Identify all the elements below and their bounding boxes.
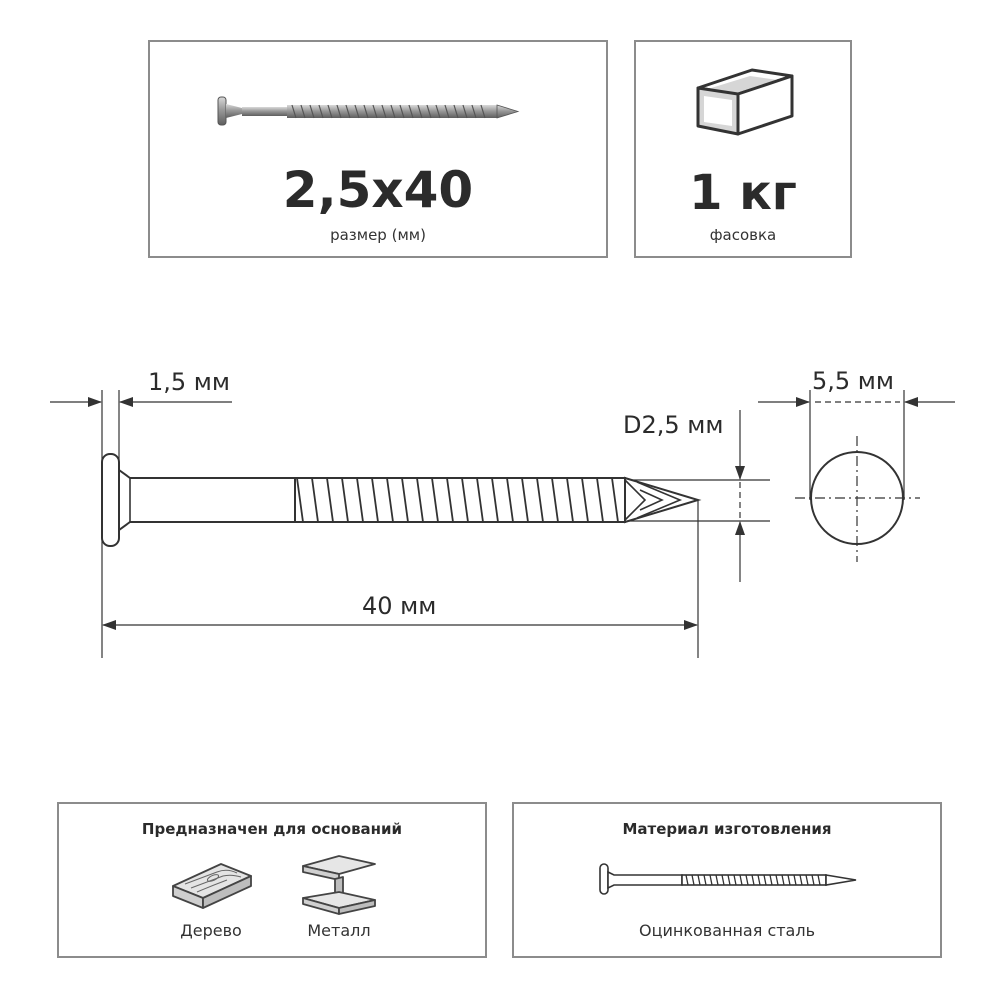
head-thickness-label: 1,5 мм — [148, 368, 231, 396]
shank-diameter-label: D2,5 мм — [623, 411, 724, 439]
nail-photo-icon — [150, 92, 610, 172]
bases-card — [57, 802, 487, 958]
package-value: 1 кг — [689, 165, 797, 221]
package-box-icon — [690, 62, 800, 142]
nail-outline-icon — [514, 860, 944, 900]
base-label-wood: Дерево — [180, 921, 242, 940]
size-value: 2,5x40 — [282, 161, 474, 219]
material-title: Материал изготовления — [622, 820, 832, 838]
technical-drawing — [0, 340, 1000, 680]
length-label: 40 мм — [362, 592, 437, 620]
nail-head-end-view — [758, 390, 955, 562]
package-caption: фасовка — [709, 226, 777, 244]
head-diameter-label: 5,5 мм — [812, 367, 895, 395]
bases-title: Предназначен для оснований — [141, 820, 403, 838]
material-card — [512, 802, 942, 958]
metal-beam-icon — [299, 852, 379, 916]
nail-side-view — [102, 454, 698, 546]
wood-plank-icon — [167, 854, 257, 914]
size-card — [148, 40, 608, 258]
base-label-metal: Металл — [307, 921, 371, 940]
material-label: Оцинкованная сталь — [638, 921, 816, 940]
package-card — [634, 40, 852, 258]
size-caption: размер (мм) — [330, 226, 426, 244]
